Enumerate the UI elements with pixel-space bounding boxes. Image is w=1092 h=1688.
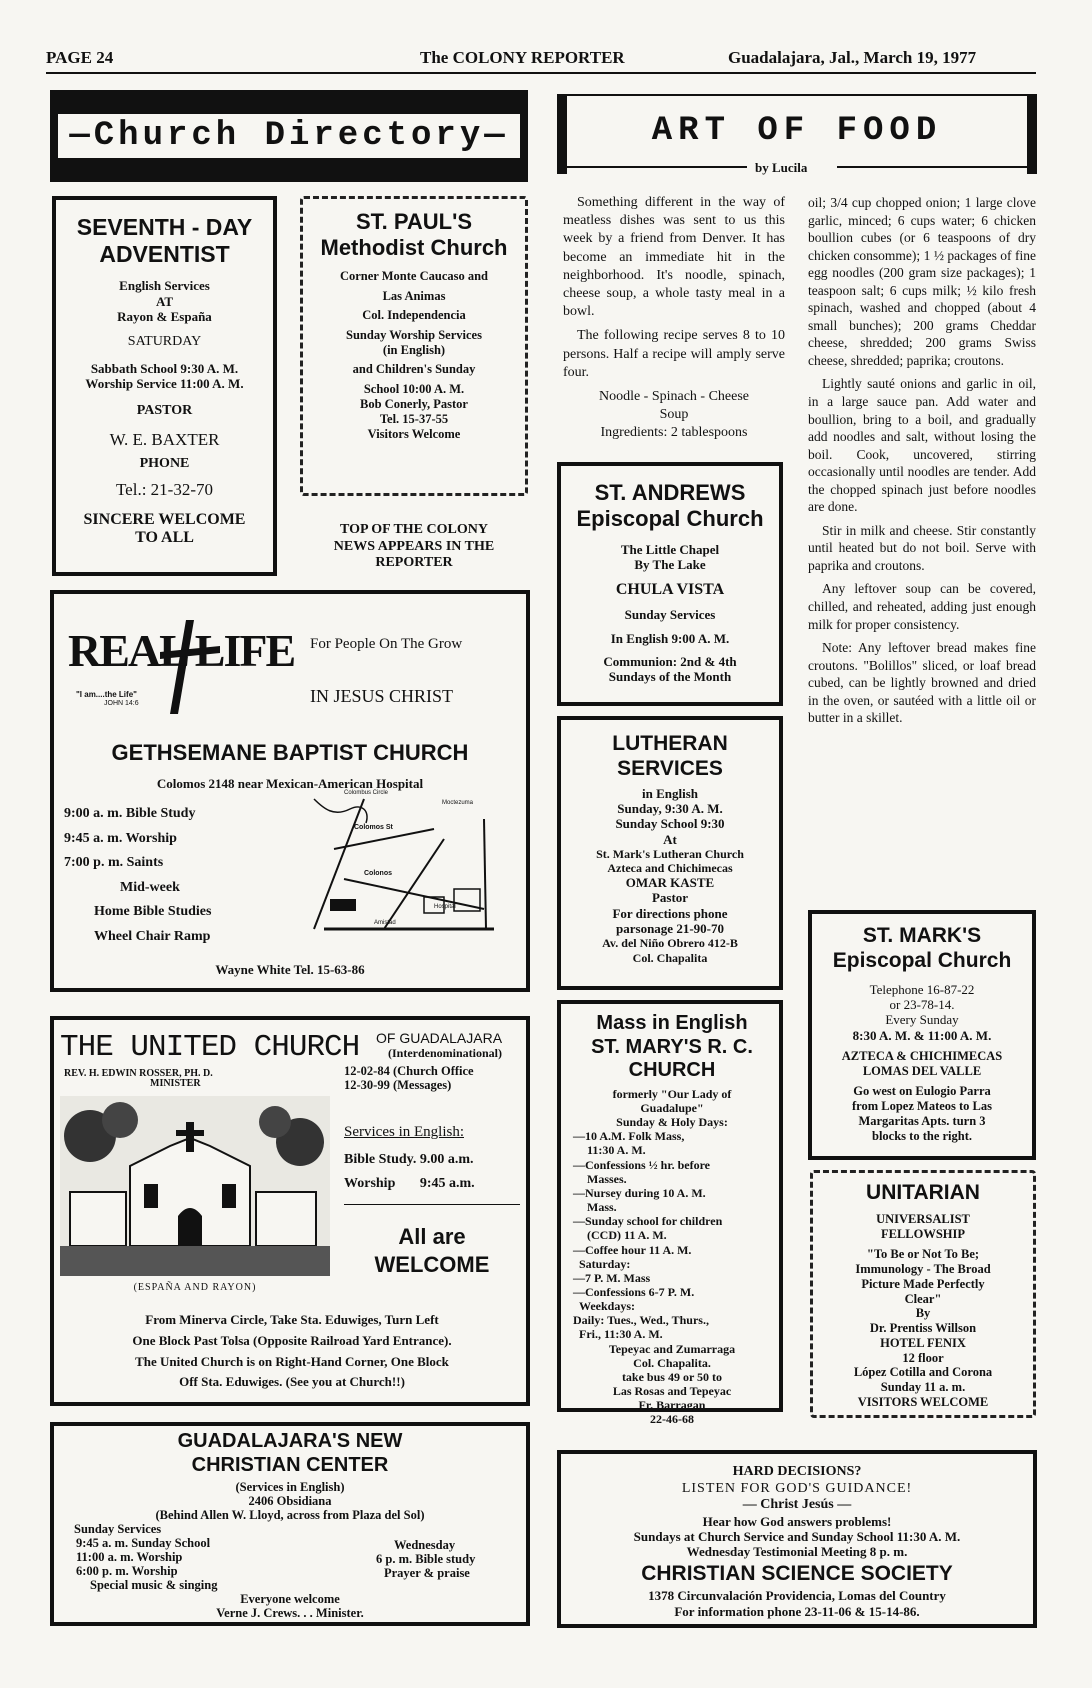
top-colony-note: [300, 522, 528, 572]
newchristian-title: CHRISTIAN CENTER: [191, 1454, 389, 1476]
banner-bottom-rule-right: [837, 166, 1027, 168]
stpauls-text: Tel. 15-37-55: [379, 411, 449, 426]
paper-name: The COLONY REPORTER: [420, 48, 625, 67]
standrews-title: Episcopal Church: [576, 505, 764, 531]
stpauls-title: Methodist Church: [320, 234, 508, 260]
stmarys-text: Guadalupe": [640, 1100, 704, 1115]
map-label: Colomos St: [354, 824, 393, 831]
stpauls-text: Sunday Worship Services: [346, 328, 482, 343]
gethsemane-schedule: [64, 806, 284, 945]
newchristian-text: 2406 Obsidiana: [248, 1494, 332, 1508]
united-minister: MINISTER: [150, 1078, 201, 1089]
unitarian-text: FELLOWSHIP: [880, 1226, 966, 1241]
stmarys-text: —Coffee hour 11 A. M.: [573, 1242, 692, 1257]
header-rule: [46, 72, 1036, 74]
standrews-title: ST. ANDREWS: [594, 480, 746, 505]
stmarys-title: ST. MARY'S R. C.: [591, 1035, 753, 1058]
adventist-phone: Tel.: 21-32-70: [115, 480, 213, 500]
lutheran-text: OMAR KASTE: [625, 875, 715, 891]
article-paragraph: Note: Any leftover bread makes fine croutons. "Bolillos" sliced, or loaf bread cubed, can be lightly browned and dried in the oven, or sautéed with a little oil or butter in a skillet.: [808, 640, 1036, 726]
stmarys-text: Tepeyac and Zumarraga: [608, 1341, 736, 1356]
stmarys-text: 11:30 A. M.: [587, 1143, 646, 1158]
schedule-item: 9:00 a. m. Bible Study: [64, 806, 196, 821]
recipe-title: Noodle - Spinach - Cheese: [598, 388, 750, 404]
adventist-title: SEVENTH - DAY: [76, 214, 253, 240]
stmarks-text: AZTECA & CHICHIMECAS: [841, 1048, 1003, 1063]
gethsemane-address: Colomos 2148 near Mexican-American Hospital: [156, 776, 424, 791]
stpauls-text: School 10:00 A. M.: [363, 382, 465, 397]
adventist-pastor: W. E. BAXTER: [109, 429, 220, 449]
science-text: Wednesday Testimonial Meeting 8 p. m.: [686, 1544, 908, 1560]
lutheran-text: For directions phone: [612, 905, 728, 921]
united-box: [50, 1016, 530, 1406]
unitarian-text: UNIVERSALIST: [876, 1211, 970, 1226]
newchristian-text: 6:00 p. m. Worship: [76, 1564, 178, 1578]
gethsemane-contact: Wayne White Tel. 15-63-86: [215, 962, 365, 977]
stmarks-text: from Lopez Mateos to Las: [851, 1099, 993, 1114]
real-life-ref: JOHN 14:6: [104, 700, 139, 707]
artoffood-column-1: [563, 194, 785, 442]
directions-line: One Block Past Tolsa (Opposite Railroad Yard Entrance).: [132, 1332, 452, 1348]
recipe-ingredients: Ingredients: 2 tablespoons: [600, 425, 748, 441]
unitarian-title: UNITARIAN: [866, 1181, 980, 1204]
standrews-text: Sunday Services: [624, 607, 716, 623]
stmarks-text: 8:30 A. M. & 11:00 A. M.: [852, 1027, 992, 1043]
stmarks-text: Telephone 16-87-22: [869, 981, 975, 997]
stmarys-text: Fri., 11:30 A. M.: [579, 1327, 663, 1342]
standrews-text: CHULA VISTA: [615, 580, 725, 598]
schedule-item: Wheel Chair Ramp: [94, 928, 211, 944]
united-services: Services in English:: [344, 1124, 464, 1140]
stmarys-text: Col. Chapalita.: [633, 1355, 711, 1370]
adventist-title: ADVENTIST: [99, 241, 230, 268]
stmarks-box: [808, 910, 1036, 1160]
top-colony-text: REPORTER: [375, 555, 453, 571]
science-text: Hear how God answers problems!: [702, 1513, 892, 1529]
newchristian-title: GUADALAJARA'S NEW: [177, 1430, 403, 1452]
stpauls-box: [300, 196, 528, 496]
stmarys-box: [557, 1000, 783, 1427]
adventist-text: Rayon & España: [117, 308, 212, 324]
stmarys-text: —Sunday school for children: [573, 1214, 723, 1229]
stmarks-text: or 23-78-14.: [889, 996, 955, 1012]
newchristian-text: (Services in English): [235, 1480, 345, 1494]
adventist-text: TO ALL: [135, 529, 194, 547]
schedule-item: 9:45 a. m. Worship: [64, 830, 177, 846]
lutheran-text: Sunday School 9:30: [615, 816, 725, 832]
adventist-text: SINCERE WELCOME: [83, 510, 246, 528]
stmarys-text: Sunday & Holy Days:: [616, 1115, 728, 1130]
united-bible: Bible Study. 9.00 a.m.: [344, 1152, 474, 1167]
stmarys-text: —Confessions ½ hr. before: [573, 1157, 711, 1172]
unitarian-text: By: [915, 1306, 931, 1321]
page-number: PAGE 24: [46, 48, 114, 67]
adventist-text: PASTOR: [136, 403, 193, 419]
unitarian-text: Picture Made Perfectly: [861, 1276, 985, 1291]
banner-left-cap: [557, 94, 567, 174]
newchristian-text: 9:45 a. m. Sunday School: [76, 1536, 211, 1550]
recipe-title: Soup: [659, 407, 689, 423]
science-text: 1378 Circunvalación Providencia, Lomas del Country: [648, 1588, 946, 1604]
artoffood-byline: by Lucila: [755, 160, 808, 175]
lutheran-text: Av. del Niño Obrero 412-B: [602, 936, 738, 951]
unitarian-text: HOTEL FENIX: [880, 1335, 966, 1350]
adventist-text: SATURDAY: [127, 334, 202, 350]
article-paragraph: oil; 3/4 cup chopped onion; 1 large clove garlic, minced; 6 cups water; 6 chicken boullion cubes (or 6 teaspoons of dry chicken consomme); 1 ½ packages of fine egg noodles (200 gram size packages); 1 teaspoon salt; 6 cups milk; ½ kilo fresh spinach, washed and chopped (about 4 small bunches); 200 grams Cheddar cheese, shredded; 200 grams Swiss cheese, shredded; paprika; croutons.: [808, 195, 1036, 368]
directory-banner-inner: [56, 112, 522, 160]
lutheran-text: parsonage 21-90-70: [616, 921, 724, 937]
directions-line: Off Sta. Eduwiges. (See you at Church!!): [179, 1374, 405, 1390]
lutheran-text: Sunday, 9:30 A. M.: [617, 800, 723, 816]
stmarys-text: (CCD) 11 A. M.: [587, 1228, 667, 1243]
united-rev: REV. H. EDWIN ROSSER, PH. D.: [64, 1068, 213, 1079]
unitarian-box: [810, 1170, 1036, 1418]
lutheran-text: Col. Chapalita: [632, 950, 708, 965]
map-label: Colonos: [364, 870, 392, 877]
adventist-text: Worship Service 11:00 A. M.: [85, 376, 244, 392]
united-phone: 12-02-84 (Church Office: [344, 1064, 474, 1078]
science-title: CHRISTIAN SCIENCE SOCIETY: [641, 1561, 953, 1585]
stmarks-text: Every Sunday: [885, 1012, 959, 1028]
adventist-text: AT: [155, 293, 174, 309]
artoffood-column-2: [808, 194, 1036, 733]
lutheran-text: St. Mark's Lutheran Church: [596, 846, 744, 861]
united-of: OF GUADALAJARA: [376, 1030, 503, 1046]
united-phone: 12-30-99 (Messages): [344, 1078, 452, 1092]
newchristian-text: Prayer & praise: [384, 1566, 470, 1580]
standrews-text: Sundays of the Month: [608, 669, 732, 685]
article-paragraph: Stir in milk and cheese. Stir constantly until heated but do not boil. Serve with paprika and croutons.: [808, 522, 1036, 573]
standrews-text: By The Lake: [634, 557, 706, 573]
banner-bottom-rule-left: [567, 166, 747, 168]
map-label: Amistad: [374, 920, 396, 926]
united-welcome: WELCOME: [374, 1252, 490, 1277]
map-label: Hospital: [434, 904, 456, 910]
adventist-box: [52, 196, 277, 576]
map-label: Moctezuma: [442, 800, 474, 806]
unitarian-text: 12 floor: [902, 1350, 944, 1365]
gethsemane-title: GETHSEMANE BAPTIST CHURCH: [111, 740, 469, 765]
stmarks-text: Margaritas Apts. turn 3: [858, 1113, 986, 1128]
real-life-quote: "I am....the Life": [76, 690, 137, 699]
unitarian-text: "To Be or Not To Be;: [866, 1247, 980, 1262]
science-text: — Christ Jesús —: [742, 1497, 852, 1513]
stpauls-text: (in English): [382, 342, 446, 357]
location-map: [304, 789, 504, 939]
science-text: Sundays at Church Service and Sunday School 11:30 A. M.: [633, 1528, 961, 1544]
unitarian-text: López Cotilla and Corona: [853, 1365, 993, 1380]
lutheran-text: in English: [641, 785, 698, 801]
church-illustration: [60, 1096, 330, 1276]
directions-line: From Minerva Circle, Take Sta. Eduwiges, Turn Left: [145, 1312, 439, 1327]
standrews-box: [557, 462, 783, 706]
newchristian-text: Verne J. Crews. . . Minister.: [216, 1606, 364, 1620]
science-text: LISTEN FOR GOD'S GUIDANCE!: [681, 1480, 913, 1496]
newchristian-text: 11:00 a. m. Worship: [76, 1550, 183, 1564]
stmarys-text: Daily: Tues., Wed., Thurs.,: [573, 1313, 709, 1328]
unitarian-text: Clear": [904, 1291, 942, 1306]
article-paragraph: Lightly sauté onions and garlic in oil, in a large sauce pan. Add water and boullion, bring to a boil, and gradually add noodles and salt, without losing the boil. Cook, uncovered, stirring occasionally until noodles are tender. Add the chopped spinach just before noodles are done.: [808, 376, 1036, 515]
lutheran-title: LUTHERAN: [612, 732, 728, 755]
article-paragraph: Any leftover soup can be covered, chilled, and reheated, adding just enough milk for proper consistency.: [808, 581, 1036, 632]
stpauls-text: Col. Independencia: [362, 308, 466, 323]
adventist-text: PHONE: [139, 455, 190, 471]
newchristian-text: Wednesday: [394, 1538, 456, 1552]
science-text: For information phone 23-11-06 & 15-14-86.: [674, 1603, 920, 1619]
united-all: All are: [398, 1224, 466, 1249]
standrews-text: In English 9:00 A. M.: [610, 630, 730, 646]
united-title: THE UNITED CHURCH: [60, 1030, 360, 1065]
unitarian-text: Sunday 11 a. m.: [880, 1380, 966, 1395]
stpauls-text: Visitors Welcome: [367, 426, 461, 441]
real-life-logo: [68, 616, 295, 716]
stmarys-body: [573, 1087, 771, 1427]
stmarys-text: 22-46-68: [650, 1412, 694, 1427]
schedule-item: Mid-week: [120, 879, 180, 895]
banner-top-rule: [567, 94, 1027, 96]
united-caption: (ESPAÑA AND RAYON): [133, 1282, 257, 1293]
adventist-text: Sabbath School 9:30 A. M.: [90, 360, 239, 376]
united-directions: [64, 1310, 520, 1393]
artoffood-banner: [557, 90, 1037, 182]
lutheran-title: SERVICES: [617, 756, 723, 780]
stmarys-text: —Nursey during 10 A. M.: [573, 1185, 706, 1200]
newchristian-text: Special music & singing: [90, 1578, 218, 1592]
stmarys-text: —7 P. M. Mass: [573, 1270, 651, 1285]
stmarys-text: Saturday:: [579, 1256, 631, 1271]
stmarys-text: Masses.: [587, 1171, 627, 1186]
united-inter: (Interdenominational): [388, 1046, 502, 1060]
artoffood-title: ART OF FOOD: [651, 112, 943, 150]
directions-line: The United Church is on Right-Hand Corner, One Block: [135, 1353, 449, 1369]
gethsemane-tagline: For People On The Grow: [310, 636, 463, 652]
stmarys-text: Weekdays:: [579, 1299, 636, 1314]
stmarks-text: Go west on Eulogio Parra: [853, 1084, 991, 1099]
unitarian-text: VISITORS WELCOME: [857, 1394, 989, 1409]
stmarys-text: —10 A.M. Folk Mass,: [573, 1129, 685, 1144]
stpauls-title: ST. PAUL'S: [355, 209, 473, 234]
top-colony-text: NEWS APPEARS IN THE: [333, 538, 495, 554]
newchristian-text: Sunday Services: [74, 1522, 162, 1536]
stmarks-title: Episcopal Church: [832, 948, 1012, 972]
lutheran-text: At: [663, 831, 677, 847]
adventist-text: English Services: [119, 278, 210, 294]
standrews-text: The Little Chapel: [620, 541, 720, 557]
lutheran-text: Pastor: [651, 890, 689, 906]
directory-title: —Church Directory—: [69, 117, 509, 155]
article-paragraph: Something different in the way of meatless dishes was sent to us this week by a friend from Denver. It has become an immediate hit in the neighborhood. It's noodle, spinach, cheese soup, a whole tasty meal in a bowl.: [563, 195, 785, 320]
standrews-text: Communion: 2nd & 4th: [603, 654, 737, 670]
top-colony-text: TOP OF THE COLONY: [340, 522, 488, 537]
real-life-word: REAL LIFE: [68, 625, 295, 676]
stmarys-text: Las Rosas and Tepeyac: [612, 1384, 732, 1399]
stpauls-text: Bob Conerly, Pastor: [360, 397, 468, 412]
schedule-item: 7:00 p. m. Saints: [64, 855, 164, 871]
science-text: HARD DECISIONS?: [732, 1464, 862, 1479]
banner-right-cap: [1027, 94, 1037, 174]
article-paragraph: The following recipe serves 8 to 10 persons. Half a recipe will amply serve four.: [563, 328, 785, 380]
stpauls-text: Las Animas: [382, 288, 446, 303]
stpauls-text: Corner Monte Caucaso and: [339, 268, 489, 283]
lutheran-text: Azteca and Chichimecas: [607, 861, 733, 875]
newchristian-text: (Behind Allen W. Lloyd, across from Plaza del Sol): [155, 1508, 425, 1522]
stmarys-text: formerly "Our Lady of: [612, 1086, 732, 1101]
newchristian-text: 6 p. m. Bible study: [376, 1552, 476, 1566]
gethsemane-box: [50, 590, 530, 992]
stmarys-text: Fr. Barragan: [638, 1398, 706, 1413]
unitarian-text: Immunology - The Broad: [855, 1262, 991, 1277]
lutheran-box: [557, 716, 783, 990]
dateline: Guadalajara, Jal., March 19, 1977: [728, 48, 977, 67]
united-divider: [344, 1204, 520, 1205]
gethsemane-tagline: IN JESUS CHRIST: [310, 686, 454, 706]
stmarys-text: Mass.: [587, 1200, 617, 1215]
science-box: [557, 1450, 1037, 1628]
stmarys-title: CHURCH: [628, 1059, 716, 1082]
map-label: Colombus Circle: [344, 790, 389, 796]
schedule-item: Home Bible Studies: [94, 904, 212, 920]
newchristian-text: Everyone welcome: [240, 1592, 340, 1606]
unitarian-text: Dr. Prentiss Willson: [869, 1321, 977, 1336]
stmarks-text: blocks to the right.: [872, 1128, 972, 1143]
stpauls-text: and Children's Sunday: [352, 361, 476, 376]
newchristian-box: [50, 1422, 530, 1626]
stmarys-text: —Confessions 6-7 P. M.: [573, 1284, 695, 1299]
stmarys-text: take bus 49 or 50 to: [621, 1369, 723, 1384]
stmarys-title: Mass in English: [596, 1012, 748, 1034]
stmarks-title: ST. MARK'S: [862, 924, 982, 947]
stmarks-text: LOMAS DEL VALLE: [862, 1063, 982, 1078]
united-worship: Worship 9:45 a.m.: [344, 1176, 475, 1191]
